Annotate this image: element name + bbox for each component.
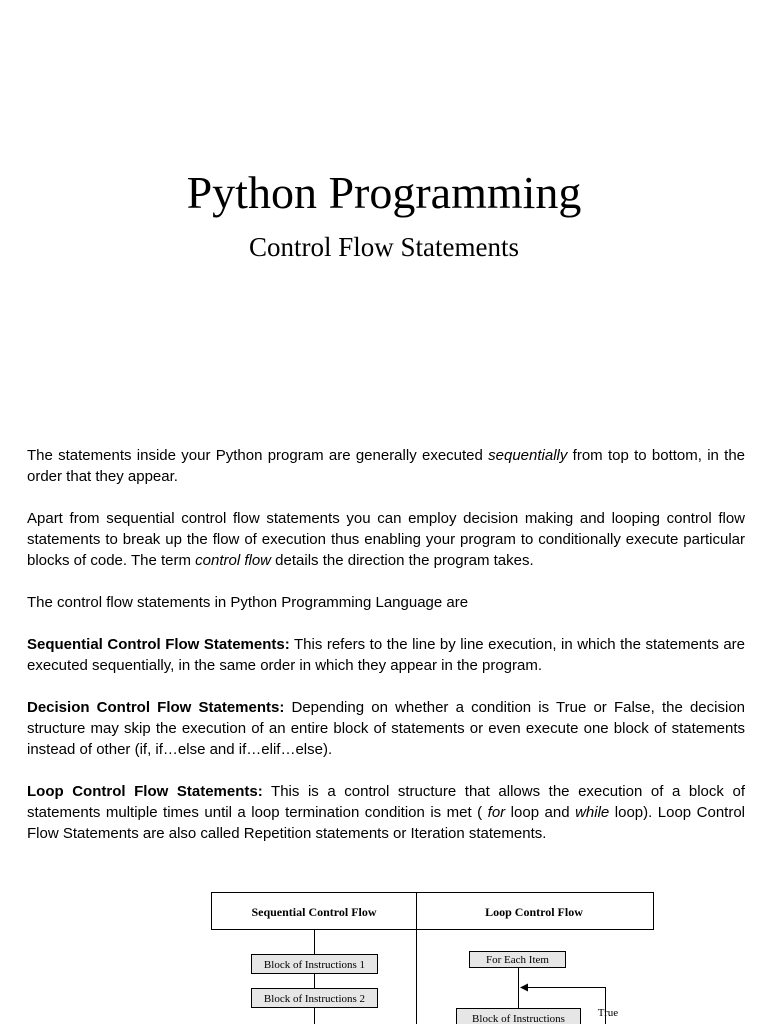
body-text	[27, 445, 745, 865]
sequential-header: Sequential Control Flow	[251, 905, 377, 919]
loop-header: Loop Control Flow	[485, 905, 583, 919]
paragraph-list-intro: The control flow statements in Python Programming Language are	[27, 594, 469, 611]
seq-block-2-label: Block of Instructions 2	[263, 993, 366, 1005]
paragraph-loop: Loop Control Flow Statements: This is a control structure that allows the execution of a block of statements multiple times until a loop termination condition is met ( for loop and while loop). Loop Control Flow Statements are also called Repetition statements or Iteration statements.	[27, 783, 746, 842]
loop-block-label: Block of Instructions	[472, 1013, 565, 1024]
loop-for-each-label: For Each Item	[486, 954, 549, 966]
paragraph-intro: The statements inside your Python program are generally executed sequentially from top to bottom, in the order that they appear.	[27, 447, 746, 485]
paragraph-decision: Decision Control Flow Statements: Depending on whether a condition is True or False, the decision structure may skip the execution of an entire block of statements or even execute one block of statements instead of other (if, if…else and if…elif…else).	[27, 699, 746, 758]
page-subtitle: Control Flow Statements	[249, 232, 519, 262]
loop-label: Loop Control Flow Statements:	[27, 783, 263, 800]
control-flow-diagram	[0, 880, 768, 1024]
decision-label: Decision Control Flow Statements:	[27, 699, 285, 716]
page-title: Python Programming	[186, 167, 582, 218]
paragraph-sequential: Sequential Control Flow Statements: This refers to the line by line execution, in which the statements are executed sequentially, in the same order in which they appear in the program.	[27, 636, 746, 674]
seq-block-1-label: Block of Instructions 1	[263, 959, 366, 971]
loop-true-label: True	[597, 1007, 619, 1019]
paragraph-control-flow: Apart from sequential control flow statements you can employ decision making and looping control flow statements to break up the flow of execution thus enabling your program to conditionally execute particular blocks of code. The term control flow details the direction the program takes.	[27, 510, 745, 569]
sequential-label: Sequential Control Flow Statements:	[27, 636, 290, 653]
